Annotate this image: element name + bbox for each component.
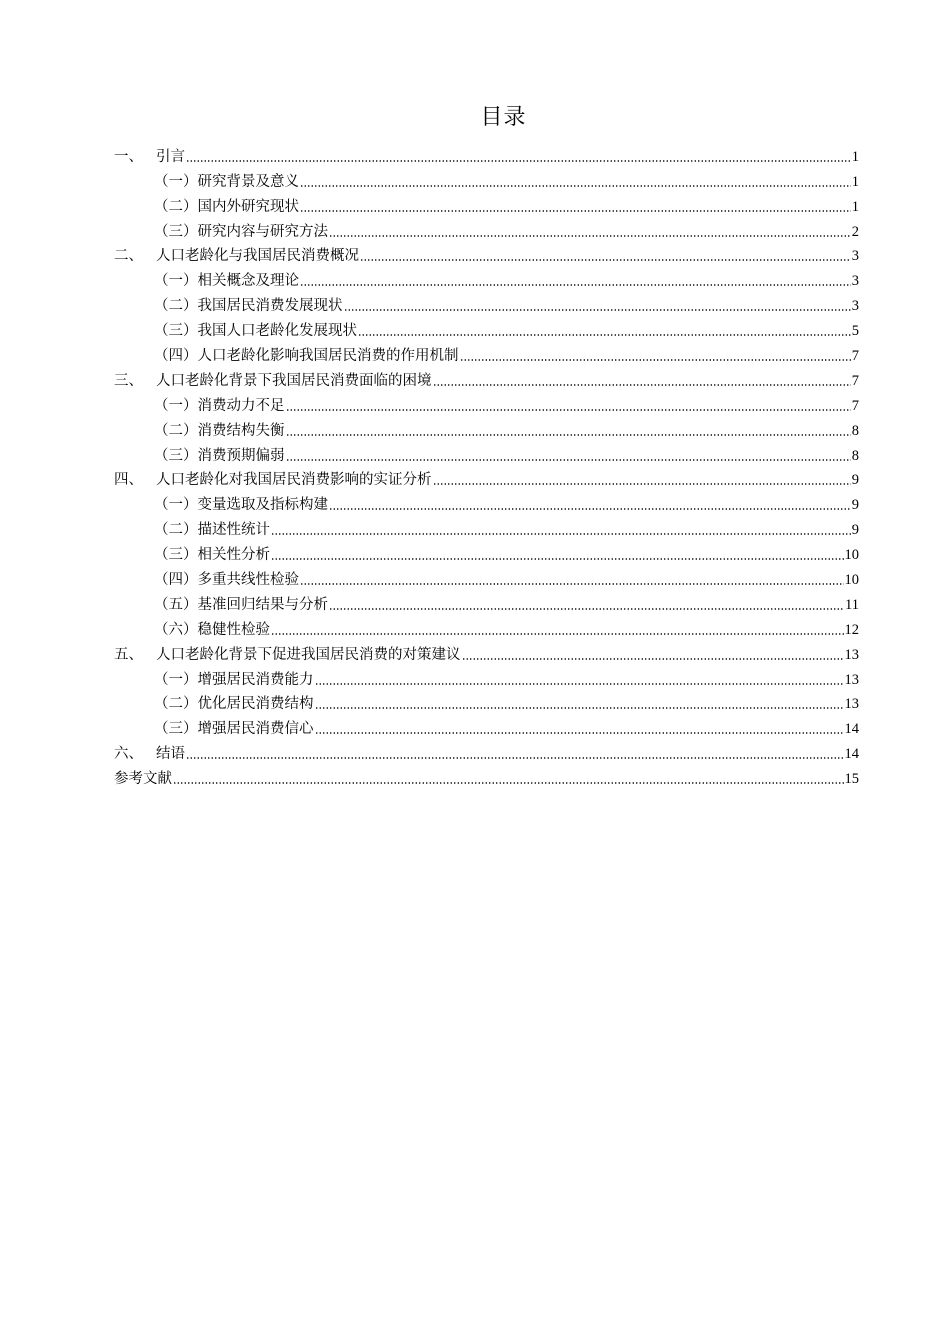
toc-entry-label: [154, 319, 357, 340]
toc-entry-label: [154, 717, 314, 738]
toc-entry-page-number: 13: [844, 646, 859, 663]
toc-entry-label: [154, 344, 459, 365]
dot-leader: [460, 359, 851, 361]
toc-entry[interactable]: [114, 514, 859, 539]
dot-leader: [462, 658, 844, 660]
toc-entry-page-number: 7: [851, 372, 859, 389]
dot-leader: [358, 334, 851, 336]
dot-leader: [300, 583, 844, 585]
toc-entry[interactable]: [114, 713, 859, 738]
toc-entry-title: 结语: [156, 746, 185, 763]
toc-entry-title: （一）增强居民消费能力: [154, 671, 314, 688]
toc-entry-title: （二）我国居民消费发展现状: [154, 298, 343, 315]
toc-entry-label: [154, 618, 270, 639]
toc-entry[interactable]: [114, 390, 859, 415]
toc-entry-page-number: 1: [851, 198, 859, 215]
toc-entry-title: （三）研究内容与研究方法: [154, 223, 328, 240]
toc-entry-page-number: 15: [844, 771, 859, 788]
toc-entry-label: [154, 668, 314, 689]
toc-entry-title: 人口老龄化背景下我国居民消费面临的困境: [156, 372, 432, 389]
toc-entry[interactable]: [114, 689, 859, 714]
toc-entry[interactable]: [114, 489, 859, 514]
toc-entry-label: [114, 244, 359, 265]
toc-entry-title: （三）我国人口老龄化发展现状: [154, 323, 357, 340]
toc-entry[interactable]: [114, 415, 859, 440]
toc-entry-number: 三、: [114, 372, 143, 389]
toc-entry[interactable]: [114, 564, 859, 589]
toc-entry-label: [114, 643, 461, 664]
toc-entry-title: （四）多重共线性检验: [154, 572, 299, 589]
toc-entry[interactable]: [114, 191, 859, 216]
toc-entry-label: [114, 369, 432, 390]
toc-entry-title: （二）优化居民消费结构: [154, 696, 314, 713]
toc-entry[interactable]: [114, 365, 859, 390]
dot-leader: [315, 683, 844, 685]
toc-entry[interactable]: [114, 241, 859, 266]
dot-leader: [344, 309, 851, 311]
toc-entry[interactable]: [114, 738, 859, 763]
toc-entry-page-number: 9: [851, 522, 859, 539]
toc-entry-title: （二）消费结构失衡: [154, 422, 285, 439]
dot-leader: [329, 608, 844, 610]
toc-entry-number: 一、: [114, 148, 143, 165]
dot-leader: [286, 409, 851, 411]
page-title: 目录: [480, 105, 527, 130]
toc-entry-title: （三）消费预期偏弱: [154, 447, 285, 464]
dot-leader: [186, 757, 844, 759]
toc-entry-title: 参考文献: [114, 771, 172, 788]
toc-entry-title: （四）人口老龄化影响我国居民消费的作用机制: [154, 348, 459, 365]
dot-leader: [173, 782, 844, 784]
table-of-contents: [114, 141, 859, 788]
toc-entry-page-number: 10: [844, 572, 859, 589]
dot-leader: [315, 732, 844, 734]
toc-entry-label: [114, 742, 185, 763]
toc-entry-label: [154, 294, 343, 315]
toc-entry-number: 二、: [114, 248, 143, 265]
dot-leader: [329, 508, 851, 510]
toc-entry[interactable]: [114, 290, 859, 315]
dot-leader: [329, 235, 851, 237]
toc-entry-label: [154, 170, 299, 191]
toc-entry-title: 人口老龄化背景下促进我国居民消费的对策建议: [156, 646, 461, 663]
toc-entry-page-number: 9: [851, 472, 859, 489]
toc-entry-page-number: 11: [845, 596, 859, 613]
toc-entry-page-number: 1: [851, 173, 859, 190]
toc-entry-title: （一）研究背景及意义: [154, 173, 299, 190]
dot-leader: [271, 533, 851, 535]
toc-entry-title: （一）相关概念及理论: [154, 273, 299, 290]
toc-entry-title: （三）相关性分析: [154, 547, 270, 564]
toc-entry-title: 人口老龄化对我国居民消费影响的实证分析: [156, 472, 432, 489]
toc-entry-label: [154, 394, 285, 415]
toc-entry[interactable]: [114, 589, 859, 614]
toc-entry-label: [154, 692, 314, 713]
dot-leader: [433, 384, 851, 386]
dot-leader: [186, 160, 851, 162]
toc-entry-title: 引言: [156, 148, 185, 165]
toc-entry-title: （五）基准回归结果与分析: [154, 596, 328, 613]
toc-entry-title: （三）增强居民消费信心: [154, 721, 314, 738]
toc-entry[interactable]: [114, 141, 859, 166]
dot-leader: [300, 284, 851, 286]
toc-entry-page-number: 10: [844, 547, 859, 564]
toc-entry[interactable]: [114, 340, 859, 365]
toc-entry-label: [154, 419, 285, 440]
toc-entry-title: （六）稳健性检验: [154, 621, 270, 638]
toc-entry-label: [154, 269, 299, 290]
dot-leader: [315, 707, 844, 709]
dot-leader: [286, 434, 851, 436]
toc-entry-label: [154, 220, 328, 241]
toc-entry-page-number: 8: [851, 422, 859, 439]
toc-entry-page-number: 2: [851, 223, 859, 240]
dot-leader: [300, 210, 851, 212]
toc-entry-label: [154, 568, 299, 589]
toc-entry-page-number: 7: [851, 348, 859, 365]
toc-entry-number: 四、: [114, 472, 143, 489]
toc-entry-title: （一）变量选取及指标构建: [154, 497, 328, 514]
toc-entry-title: （一）消费动力不足: [154, 397, 285, 414]
toc-entry-title: 人口老龄化与我国居民消费概况: [156, 248, 359, 265]
toc-entry-label: [114, 767, 172, 788]
toc-entry-label: [114, 468, 432, 489]
toc-entry[interactable]: [114, 315, 859, 340]
toc-entry[interactable]: [114, 265, 859, 290]
dot-leader: [286, 459, 851, 461]
toc-entry-label: [154, 593, 328, 614]
toc-entry[interactable]: [114, 216, 859, 241]
toc-entry[interactable]: [114, 664, 859, 689]
dot-leader: [300, 185, 851, 187]
dot-leader: [271, 558, 844, 560]
toc-entry-page-number: 1: [851, 148, 859, 165]
toc-entry-page-number: 12: [844, 621, 859, 638]
toc-entry[interactable]: [114, 614, 859, 639]
toc-entry-page-number: 3: [851, 248, 859, 265]
toc-entry-page-number: 8: [851, 447, 859, 464]
toc-entry-label: [154, 518, 270, 539]
toc-entry-label: [154, 195, 299, 216]
dot-leader: [360, 259, 851, 261]
toc-entry-title: （二）描述性统计: [154, 522, 270, 539]
toc-entry-page-number: 9: [851, 497, 859, 514]
toc-entry-number: 六、: [114, 746, 143, 763]
toc-entry[interactable]: [114, 763, 859, 788]
toc-entry[interactable]: [114, 539, 859, 564]
toc-entry-page-number: 14: [844, 721, 859, 738]
toc-entry-number: 五、: [114, 646, 143, 663]
toc-entry-label: [154, 444, 285, 465]
toc-entry[interactable]: [114, 440, 859, 465]
toc-entry-label: [154, 493, 328, 514]
toc-entry[interactable]: [114, 639, 859, 664]
dot-leader: [271, 633, 844, 635]
toc-entry[interactable]: [114, 465, 859, 490]
toc-entry-page-number: 13: [844, 696, 859, 713]
dot-leader: [433, 483, 851, 485]
toc-entry-page-number: 5: [851, 323, 859, 340]
toc-entry-page-number: 3: [851, 273, 859, 290]
toc-entry-title: （二）国内外研究现状: [154, 198, 299, 215]
toc-entry[interactable]: [114, 166, 859, 191]
toc-entry-label: [154, 543, 270, 564]
toc-entry-page-number: 3: [851, 298, 859, 315]
toc-entry-label: [114, 145, 185, 166]
toc-entry-page-number: 7: [851, 397, 859, 414]
toc-entry-page-number: 13: [844, 671, 859, 688]
toc-entry-page-number: 14: [844, 746, 859, 763]
